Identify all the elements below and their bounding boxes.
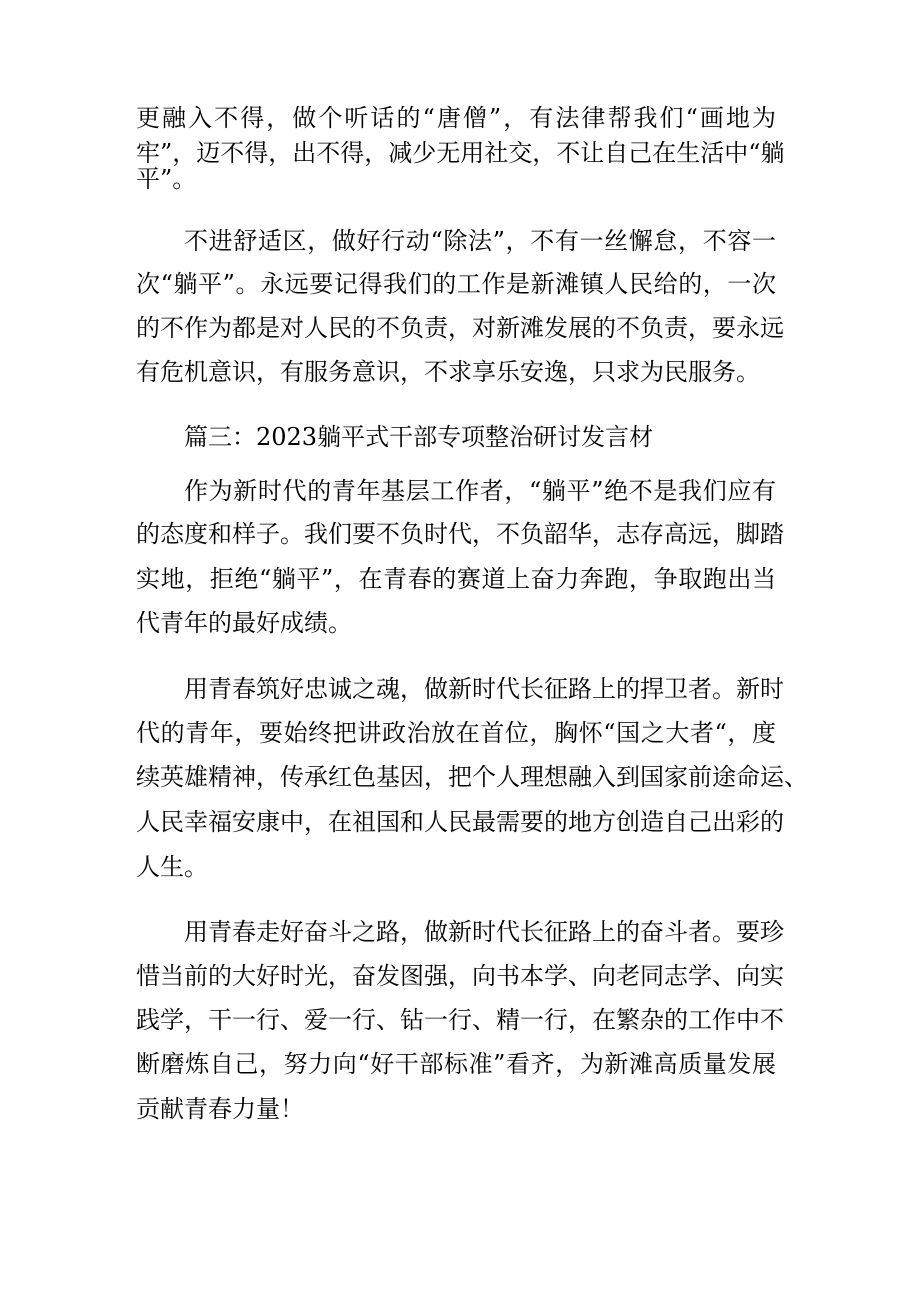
text-line: 用青春筑好忠诚之魂，做新时代长征路上的捍卫者。新时: [184, 675, 784, 703]
text-line: 作为新时代的青年基层工作者，“躺平”绝不是我们应有: [184, 477, 776, 505]
text-line: 用青春走好奋斗之路，做新时代长征路上的奋斗者。要珍: [184, 918, 784, 946]
text-line: 断磨炼自己，努力向“好干部标准”看齐，为新滩高质量发展: [136, 1050, 776, 1078]
text-line: 的不作为都是对人民的不负责，对新滩发展的不负责，要永远: [136, 314, 784, 342]
text-line: 不进舒适区，做好行动“除法”，不有一丝懈怠，不容一: [184, 227, 776, 255]
text-line: 贡献青春力量！: [136, 1095, 304, 1123]
section-title: 篇三：2023躺平式干部专项整治研讨发言材: [184, 423, 654, 451]
text-line: 牢”，迈不得，出不得，减少无用社交，不让自己在生活中“躺: [136, 139, 785, 167]
text-line: 续英雄精神，传承红色基因，把个人理想融入到国家前途命运、: [136, 763, 808, 791]
text-line: 代青年的最好成绩。: [136, 609, 352, 637]
text-line: 践学，干一行、爱一行、钻一行、精一行，在繁杂的工作中不: [136, 1006, 784, 1034]
text-line: 人民幸福安康中，在祖国和人民最需要的地方创造自己出彩的: [136, 808, 784, 836]
text-line: 有危机意识，有服务意识，不求享乐安逸，只求为民服务。: [136, 358, 760, 386]
text-line: 惜当前的大好时光，奋发图强，向书本学、向老同志学、向实: [136, 962, 784, 990]
text-line: 代的青年，要始终把讲政治放在首位，胸怀“国之大者“，度: [136, 719, 776, 747]
text-line: 次“躺平”。永远要记得我们的工作是新滩镇人民给的，一次: [136, 270, 776, 298]
text-line: 的态度和样子。我们要不负时代，不负韶华，志存高远，脚踏: [136, 520, 784, 548]
text-line: 人生。: [136, 853, 208, 881]
text-line: 实地，拒绝“躺平”，在青春的赛道上奋力奔跑，争取跑出当: [136, 565, 776, 593]
text-line: 平”。: [136, 165, 197, 193]
text-line: 更融入不得，做个听话的“唐僧”，有法律帮我们“画地为: [136, 104, 776, 132]
